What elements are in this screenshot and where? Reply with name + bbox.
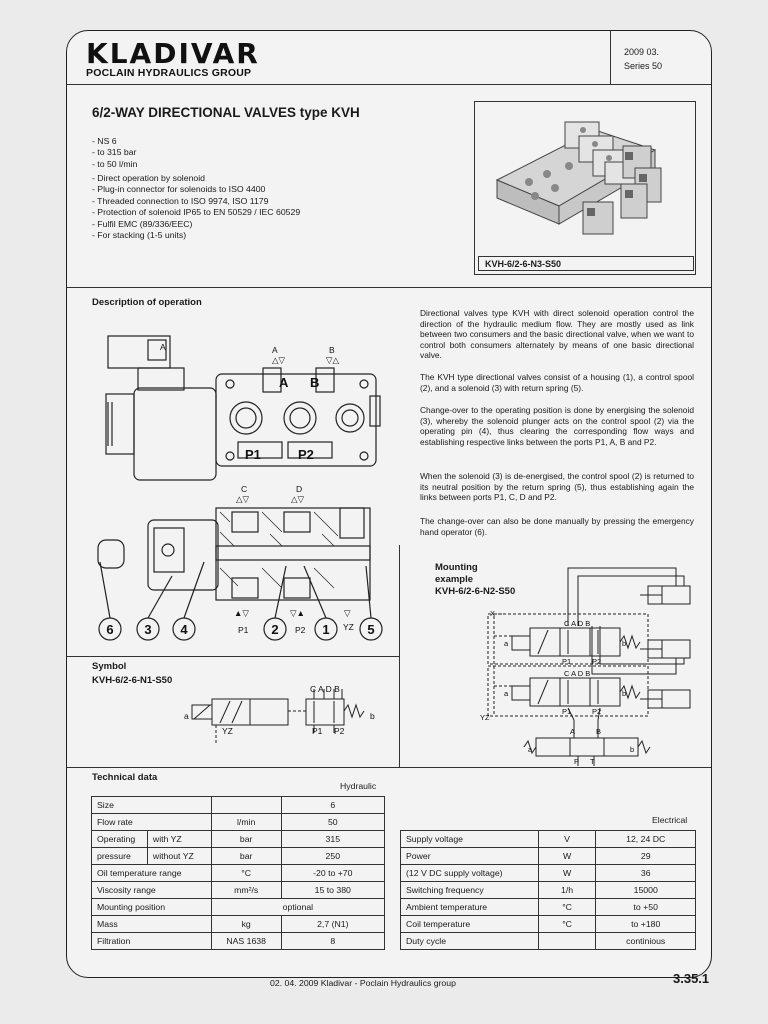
issue-date: 2009 03.: [624, 47, 660, 57]
spec-item: - NS 6: [92, 136, 117, 146]
symbol-a-label: a: [184, 711, 189, 721]
mount-a-label: a: [528, 745, 533, 754]
mount-p1-label: P1: [562, 707, 572, 716]
table-cell: Operating: [92, 831, 148, 848]
table-cell: bar: [211, 848, 281, 865]
symbol-divider: [67, 656, 399, 657]
mount-p2-label: P2: [592, 707, 602, 716]
mount-port-a: A: [570, 727, 576, 736]
table-row: [92, 916, 385, 933]
table-row: [92, 933, 385, 950]
table-row: [92, 882, 385, 899]
table-cell: Ambient temperature: [401, 899, 539, 916]
symbol-ports-top: C A D B: [310, 684, 340, 694]
table-cell: Flow rate: [92, 814, 212, 831]
spec-item: - to 315 bar: [92, 147, 137, 158]
mount-a-label: a: [504, 639, 509, 648]
plug-connector: [108, 336, 170, 368]
table-cell: 6: [281, 797, 384, 814]
table-cell: with YZ: [147, 831, 211, 848]
mount-p2-label: P2: [592, 657, 602, 666]
svg-text:△▽: △▽: [291, 494, 305, 504]
table-cell: W: [538, 848, 596, 865]
callout-4: 4: [180, 622, 188, 637]
mount-port-p: P: [574, 757, 580, 766]
feature-item: - Threaded connection to ISO 9974, ISO 1179: [92, 195, 269, 206]
table-cell: bar: [211, 831, 281, 848]
table-cell: 1/h: [538, 882, 596, 899]
table-cell: 2,7 (N1): [281, 916, 384, 933]
table-cell: [211, 797, 281, 814]
table-row: [92, 865, 385, 882]
operation-heading: Description of operation: [92, 297, 202, 308]
table-cell: optional: [211, 899, 384, 916]
table-cell: (12 V DC supply voltage): [401, 865, 539, 882]
port-p1-label: P1: [238, 625, 249, 635]
mount-ports-top: C A D B: [564, 669, 591, 678]
spec-item: - to 50 l/min: [92, 158, 138, 169]
valve-stack-illustration: [475, 102, 695, 252]
table-row: [92, 797, 385, 814]
hydraulic-label: Hydraulic: [340, 781, 377, 791]
mounting-divider: [399, 545, 400, 767]
table-cell: pressure: [92, 848, 148, 865]
mounting-model: KVH-6/2-6-N2-S50: [435, 586, 516, 597]
table-cell: V: [538, 831, 596, 848]
mount-b-label: b: [622, 689, 627, 698]
kladivar-logo: KLADIVAR: [86, 37, 260, 70]
product-photo: [474, 101, 696, 275]
table-row: [401, 933, 696, 950]
table-cell: Power: [401, 848, 539, 865]
photo-caption: KVH-6/2-6-N3-S50: [478, 256, 694, 271]
series-label: Series 50: [624, 61, 663, 71]
feature-item: - For stacking (1-5 units): [92, 230, 187, 241]
table-cell: °C: [538, 899, 596, 916]
table-cell: continious: [596, 933, 696, 950]
port-b-label: B: [329, 345, 335, 355]
table-cell: Mass: [92, 916, 212, 933]
table-cell: kg: [211, 916, 281, 933]
mount-port-b: B: [596, 727, 602, 736]
port-c-label: C: [241, 484, 248, 494]
header-vertical-divider: [610, 31, 611, 84]
hydraulic-table: [91, 796, 385, 950]
table-cell: 15 to 380: [281, 882, 384, 899]
table-cell: W: [538, 865, 596, 882]
table-cell: [538, 933, 596, 950]
table-cell: Viscosity range: [92, 882, 212, 899]
mounting-schematic: [476, 562, 700, 768]
mount-b-label: b: [630, 745, 635, 754]
mount-p1-label: P1: [562, 657, 572, 666]
page-number: 3.35.1: [673, 971, 710, 986]
mounting-heading-line: Mounting: [435, 562, 478, 573]
group-name: POCLAIN HYDRAULICS GROUP: [86, 67, 252, 79]
table-cell: to +180: [596, 916, 696, 933]
body-label-p2: P2: [298, 447, 314, 462]
callout-1: 1: [322, 622, 330, 637]
electrical-label: Electrical: [652, 815, 688, 825]
table-cell: Switching frequency: [401, 882, 539, 899]
table-cell: 12, 24 DC: [596, 831, 696, 848]
svg-text:▲▽: ▲▽: [234, 608, 249, 618]
technical-divider: [67, 767, 711, 768]
table-cell: Coil temperature: [401, 916, 539, 933]
table-cell: mm²/s: [211, 882, 281, 899]
callout-3: 3: [144, 622, 152, 637]
callout-6: 6: [106, 622, 114, 637]
symbol-p2-label: P2: [334, 726, 345, 736]
table-cell: Filtration: [92, 933, 212, 950]
section-divider: [67, 287, 711, 288]
port-d-label: D: [296, 484, 303, 494]
feature-item: - Fulfil EMC (89/336/EEC): [92, 218, 193, 229]
mount-port-t: T: [590, 757, 595, 766]
mounting-heading-line: example: [435, 574, 474, 585]
footer-text: 02. 04. 2009 Kladivar - Poclain Hydraulics group: [270, 978, 456, 988]
table-row: [401, 899, 696, 916]
table-cell: 8: [281, 933, 384, 950]
operation-paragraph: Directional valves type KVH with direct solenoid operation control the direction of the hydraulic medium flow. They are mostly used as link between two consumers and the basic directional valve, when we want to control both consumers alternately by means of one basic directional valve.: [420, 308, 694, 361]
mount-x-label: X: [490, 609, 496, 618]
callout-2: 2: [271, 622, 279, 637]
svg-text:▽△: ▽△: [326, 355, 340, 365]
callout-5: 5: [367, 622, 375, 637]
symbol-b-label: b: [370, 711, 375, 721]
table-row: [401, 865, 696, 882]
table-row: [92, 848, 385, 865]
table-cell: -20 to +70: [281, 865, 384, 882]
port-p2-label: P2: [295, 625, 306, 635]
table-cell: Size: [92, 797, 212, 814]
table-row: [92, 814, 385, 831]
issue-info: [624, 45, 662, 73]
feature-item: - Direct operation by solenoid: [92, 173, 205, 183]
hydraulic-symbol: [180, 683, 380, 743]
mount-a-label: a: [504, 689, 509, 698]
table-cell: 15000: [596, 882, 696, 899]
symbol-model: KVH-6/2-6-N1-S50: [92, 675, 173, 686]
svg-text:▽▲: ▽▲: [290, 608, 305, 618]
table-cell: 50: [281, 814, 384, 831]
symbol-p1-label: P1: [312, 726, 323, 736]
body-label-b: B: [310, 375, 320, 390]
svg-text:△▽: △▽: [236, 494, 250, 504]
operation-paragraph: The KVH type directional valves consist of a housing (1), a control spool (2), and a solenoid (3) with return spring (5).: [420, 372, 694, 393]
table-row: [92, 831, 385, 848]
plug-label-a: A: [160, 342, 166, 352]
body-label-a: A: [279, 375, 289, 390]
table-cell: °C: [211, 865, 281, 882]
feature-item: - Protection of solenoid IP65 to EN 50529 / IEC 60529: [92, 207, 301, 218]
table-cell: 250: [281, 848, 384, 865]
table-cell: 36: [596, 865, 696, 882]
valve-section-drawing: [88, 322, 388, 652]
table-cell: l/min: [211, 814, 281, 831]
table-cell: 315: [281, 831, 384, 848]
body-label-p1: P1: [245, 447, 261, 462]
port-a-label: A: [272, 345, 278, 355]
table-cell: Supply voltage: [401, 831, 539, 848]
operation-paragraph: When the solenoid (3) is de-energised, the control spool (2) is returned to its neutral position by the return spring (5), thus establishing again the links between ports P1, C, D and P2.: [420, 471, 694, 503]
port-yz-label: YZ: [343, 622, 354, 632]
header-divider: [67, 84, 711, 85]
feature-list: [92, 173, 300, 241]
technical-heading: Technical data: [92, 772, 158, 783]
table-cell: NAS 1638: [211, 933, 281, 950]
table-cell: to +50: [596, 899, 696, 916]
table-row: [401, 916, 696, 933]
symbol-yz-label: YZ: [222, 726, 233, 736]
table-cell: 29: [596, 848, 696, 865]
table-cell: °C: [538, 916, 596, 933]
mount-yz-label: YZ: [480, 713, 490, 722]
table-row: [401, 848, 696, 865]
svg-text:△▽: △▽: [272, 355, 286, 365]
page-title: 6/2-WAY DIRECTIONAL VALVES type KVH: [92, 105, 360, 120]
svg-text:▽: ▽: [344, 608, 351, 618]
table-cell: Duty cycle: [401, 933, 539, 950]
symbol-heading: Symbol: [92, 661, 127, 672]
feature-item: - Plug-in connector for solenoids to ISO 4400: [92, 184, 266, 195]
table-cell: without YZ: [147, 848, 211, 865]
table-cell: Mounting position: [92, 899, 212, 916]
table-row: [401, 882, 696, 899]
table-cell: Oil temperature range: [92, 865, 212, 882]
mount-b-label: b: [622, 639, 627, 648]
mount-ports-top: C A D B: [564, 619, 591, 628]
table-row: [92, 899, 385, 916]
spec-list: [92, 136, 137, 170]
operation-paragraph: The change-over can also be done manually by pressing the emergency hand operator (6).: [420, 516, 694, 537]
operation-paragraph: Change-over to the operating position is done by energising the solenoid (3), whereby the solenoid plunger acts on the control spool (2) via the operating pin (4), thus clearing the corresponding flow ways and establishing respective links between the ports P1, A, B and P2.: [420, 405, 694, 447]
electrical-table: [400, 830, 696, 950]
table-row: [401, 831, 696, 848]
